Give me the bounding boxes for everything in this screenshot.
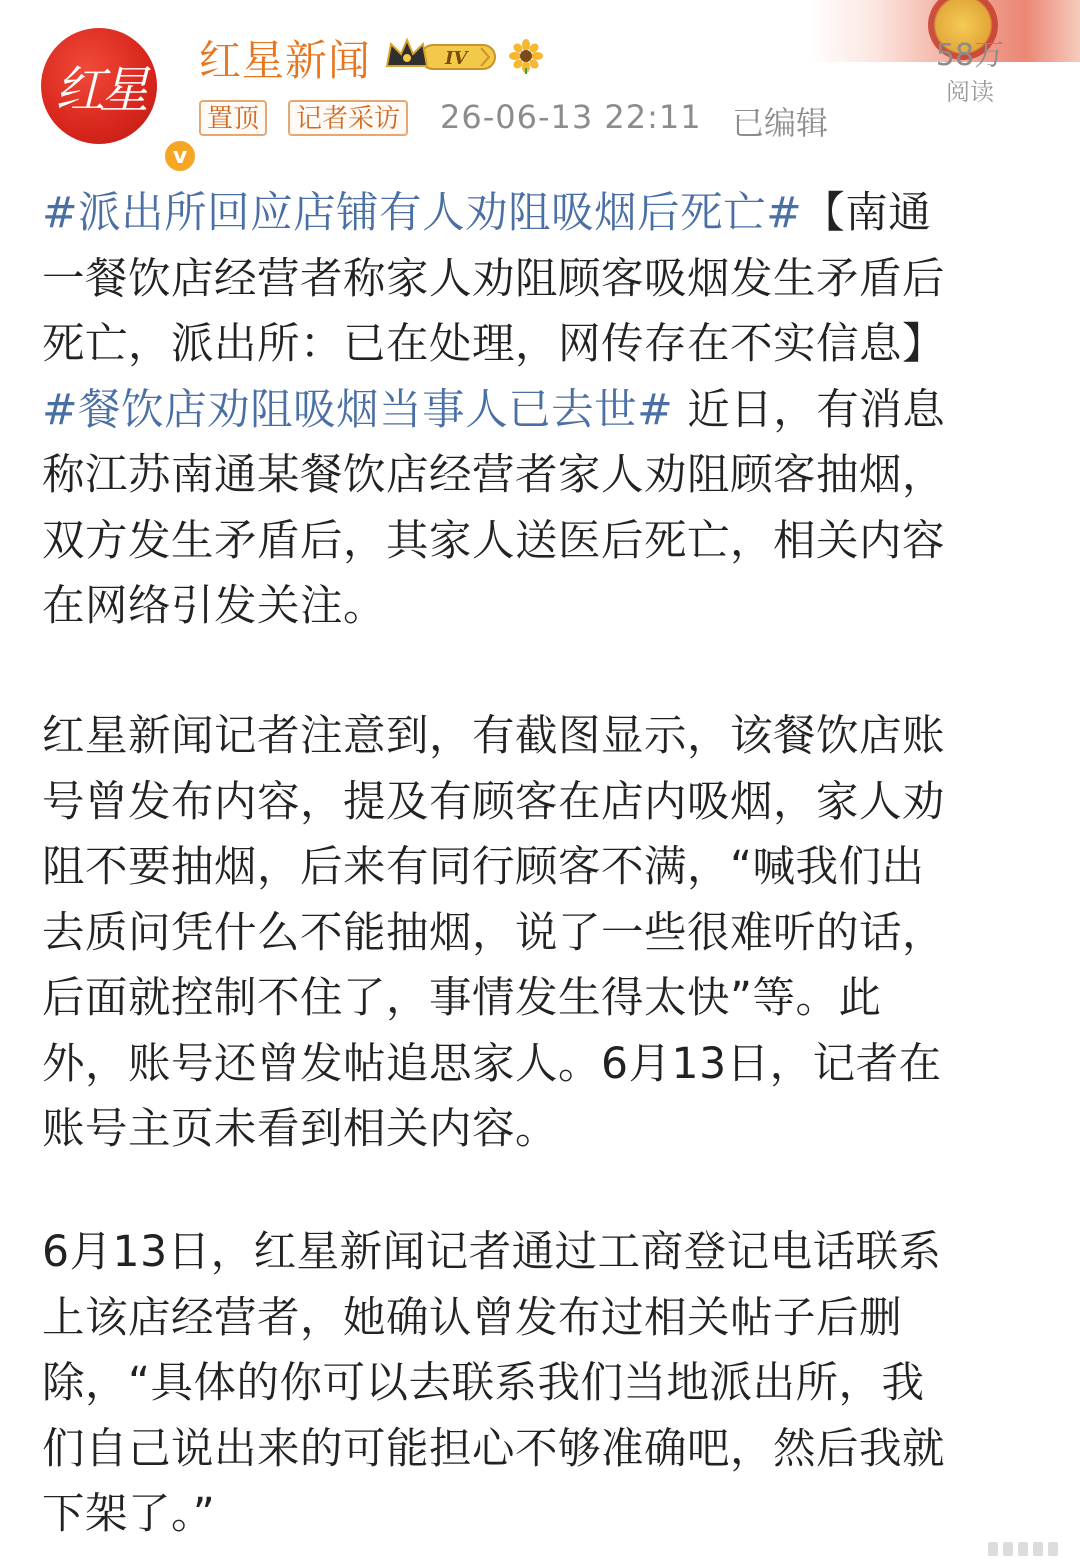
sunflower-icon (508, 38, 544, 74)
read-count: 58万 (935, 38, 1005, 73)
text-line (42, 509, 1042, 575)
pinned-tag: 置顶 (199, 100, 267, 136)
text-line: 外，账号还曾发帖追思家人。6月13日，记者在 (42, 1039, 942, 1089)
text-line: 们自己说出来的可能担心不够准确吧，然后我就 (42, 1424, 946, 1474)
text-span: 双方发生矛盾后，其家人送医后死亡，相关内容 (42, 516, 946, 566)
post-paragraph-2 (42, 704, 1042, 1163)
post-paragraph-1 (42, 181, 1042, 640)
interview-tag[interactable]: 记者采访 (288, 100, 408, 136)
text-line: 后面就控制不住了，事情发生得太快”等。此 (42, 974, 882, 1023)
text-span: 一餐饮店经营者称家人劝阻顾客吸烟发生矛盾后 (42, 254, 946, 304)
text-line: 下架了。” (42, 1490, 216, 1539)
text-span: 死亡，派出所：已在处理，网传存在不实信息】 (42, 320, 946, 369)
post-paragraph-3 (42, 1220, 1042, 1548)
watermark (988, 1536, 1078, 1562)
text-line: 阻不要抽烟，后来有同行顾客不满，“喊我们出 (42, 843, 925, 892)
text-line (42, 378, 1042, 444)
text-line (42, 181, 1042, 247)
avatar-logo-text: 红星 (55, 61, 143, 119)
verified-icon: v (162, 138, 198, 174)
topic-link[interactable]: #派出所回应店铺有人劝阻吸烟后死亡# (42, 189, 803, 238)
text-line (42, 443, 1042, 509)
text-span: 在网络引发关注。 (42, 582, 387, 631)
text-span: 近日，有消息 (673, 385, 946, 435)
text-line: 去质问凭什么不能抽烟，说了一些很难听的话， (42, 908, 946, 958)
account-name[interactable]: 红星新闻 (199, 36, 372, 85)
text-line: 上该店经营者，她确认曾发布过相关帖子后删 (42, 1293, 903, 1343)
read-label: 阅读 (946, 78, 994, 106)
edited-label[interactable]: 已编辑 (732, 104, 829, 142)
text-line: 账号主页未看到相关内容。 (42, 1105, 559, 1154)
text-line: 6月13日，红星新闻记者通过工商登记电话联系 (42, 1228, 942, 1277)
text-line (42, 247, 1042, 313)
text-line: 红星新闻记者注意到，有截图显示，该餐饮店账 (42, 712, 946, 761)
text-span: 【南通 (802, 189, 932, 238)
crown-level-icon[interactable] (385, 36, 497, 76)
avatar[interactable] (41, 28, 188, 169)
text-line: 除，“具体的你可以去联系我们当地派出所，我 (42, 1359, 925, 1408)
text-line (42, 574, 1042, 640)
text-span: 称江苏南通某餐饮店经营者家人劝阻顾客抽烟， (42, 451, 946, 500)
text-line (42, 312, 1042, 378)
post-date: 26-06-13 22:11 (440, 98, 702, 136)
text-line: 号曾发布内容，提及有顾客在店内吸烟，家人劝 (42, 777, 946, 827)
level-text: IV (445, 48, 468, 69)
topic-link[interactable]: #餐饮店劝阻吸烟当事人已去世# (42, 385, 674, 435)
